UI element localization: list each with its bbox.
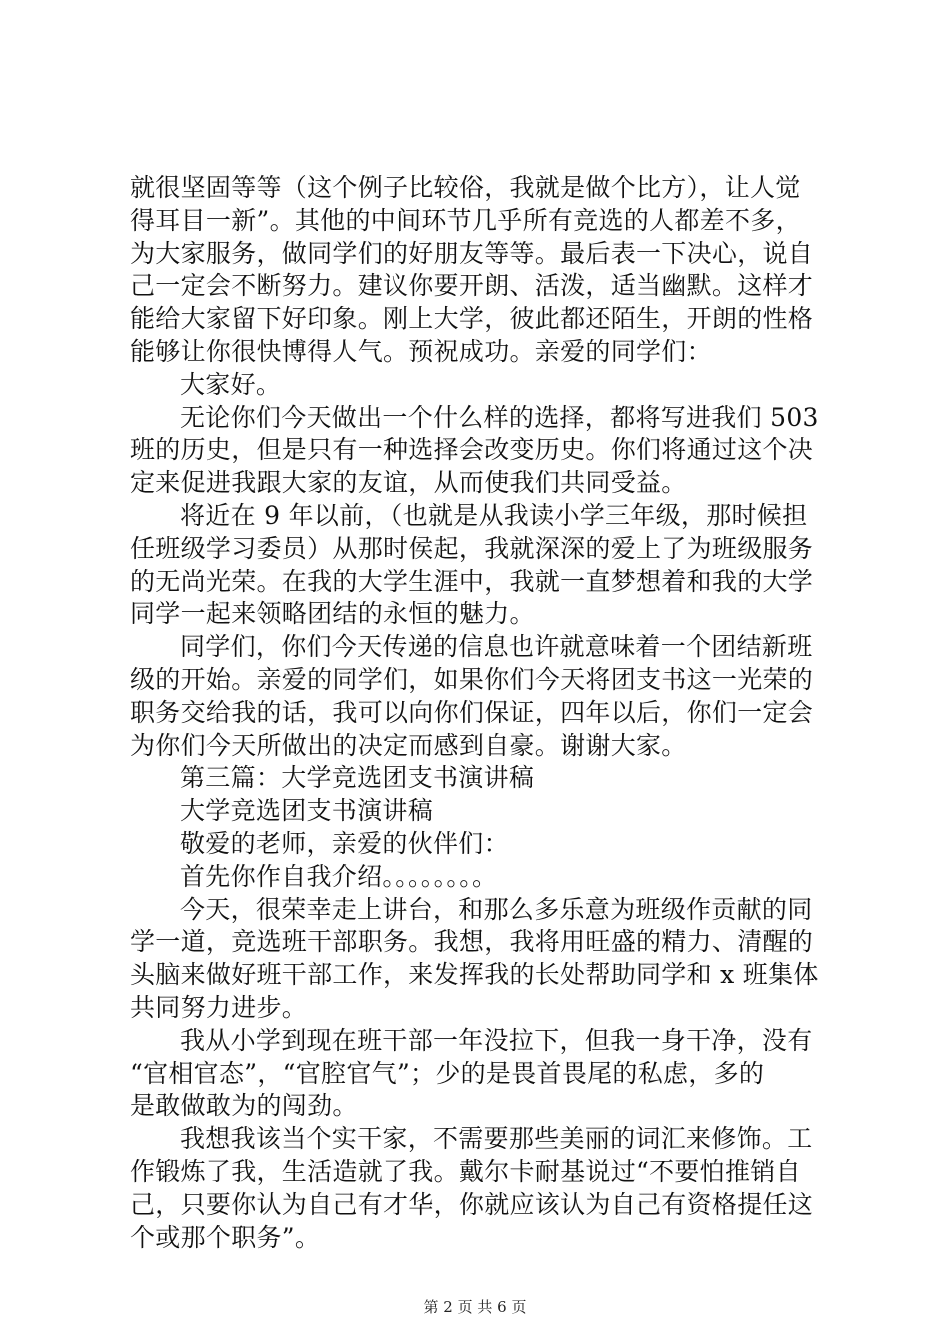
text-line: 定来促进我跟大家的友谊，从而使我们共同受益。	[130, 468, 687, 498]
text-line: 为你们今天所做出的决定而感到自豪。谢谢大家。	[130, 730, 687, 760]
text-line: 的无尚光荣。在我的大学生涯中，我就一直梦想着和我的大学	[130, 566, 814, 596]
text-line: 学一道，竞选班干部职务。我想，我将用旺盛的精力、清醒的	[130, 927, 814, 957]
text-line: 为大家服务，做同学们的好朋友等等。最后表一下决心，说自	[130, 238, 814, 268]
text-line: 第三篇：大学竞选团支书演讲稿	[180, 763, 535, 793]
page-number-footer: 第 2 页 共 6 页	[423, 1298, 527, 1316]
text-line: 共同努力进步。	[130, 992, 308, 1022]
text-line: “官相官态”，“官腔官气”；少的是畏首畏尾的私虑，多的	[130, 1058, 765, 1088]
text-line: 己，只要你认为自己有才华，你就应该认为自己有资格提任这	[130, 1189, 814, 1219]
text-line: 己一定会不断努力。建议你要开朗、活泼，适当幽默。这样才	[130, 271, 814, 301]
text-line: 就很坚固等等（这个例子比较俗，我就是做个比方），让人觉	[130, 173, 801, 202]
text-line: 同学们，你们今天传递的信息也许就意味着一个团结新班	[180, 632, 813, 662]
text-line: 大学竞选团支书演讲稿	[180, 796, 434, 826]
text-line: 级的开始。亲爱的同学们，如果你们今天将团支书这一光荣的	[130, 664, 814, 694]
text-line: 首先你作自我介绍。。。。。。。。	[180, 861, 498, 891]
text-line: 将近在 9 年以前，（也就是从我读小学三年级，那时候担	[180, 500, 808, 530]
text-line: 大家好。	[180, 369, 282, 399]
text-line: 个或那个职务”。	[130, 1222, 321, 1252]
text-line: 我想我该当个实干家，不需要那些美丽的词汇来修饰。工	[180, 1124, 813, 1154]
text-line: 敬爱的老师，亲爱的伙伴们：	[180, 828, 509, 858]
document-body	[130, 172, 830, 1254]
text-line: 是敢做敢为的闯劲。	[130, 1091, 358, 1121]
text-line: 同学一起来领略团结的永恒的魅力。	[130, 599, 535, 629]
text-line: 作锻炼了我，生活造就了我。戴尔卡耐基说过“不要怕推销自	[130, 1156, 801, 1186]
text-line: 得耳目一新”。其他的中间环节几乎所有竞选的人都差不多，	[130, 205, 801, 235]
text-line: 任班级学习委员）从那时侯起，我就深深的爱上了为班级服务	[130, 533, 814, 563]
text-line: 能够让你很快博得人气。预祝成功。亲爱的同学们：	[130, 336, 712, 366]
text-line: 我从小学到现在班干部一年没拉下，但我一身干净，没有	[180, 1025, 813, 1055]
text-line: 班的历史，但是只有一种选择会改变历史。你们将通过这个决	[130, 435, 814, 465]
text-line: 头脑来做好班干部工作，来发挥我的长处帮助同学和 x 班集体	[130, 960, 819, 990]
text-line: 能给大家留下好印象。刚上大学，彼此都还陌生，开朗的性格	[130, 304, 814, 334]
text-line: 无论你们今天做出一个什么样的选择，都将写进我们 503	[180, 402, 819, 432]
text-line: 职务交给我的话，我可以向你们保证，四年以后，你们一定会	[130, 697, 814, 727]
text-line: 今天，很荣幸走上讲台，和那么多乐意为班级作贡献的同	[180, 894, 813, 924]
